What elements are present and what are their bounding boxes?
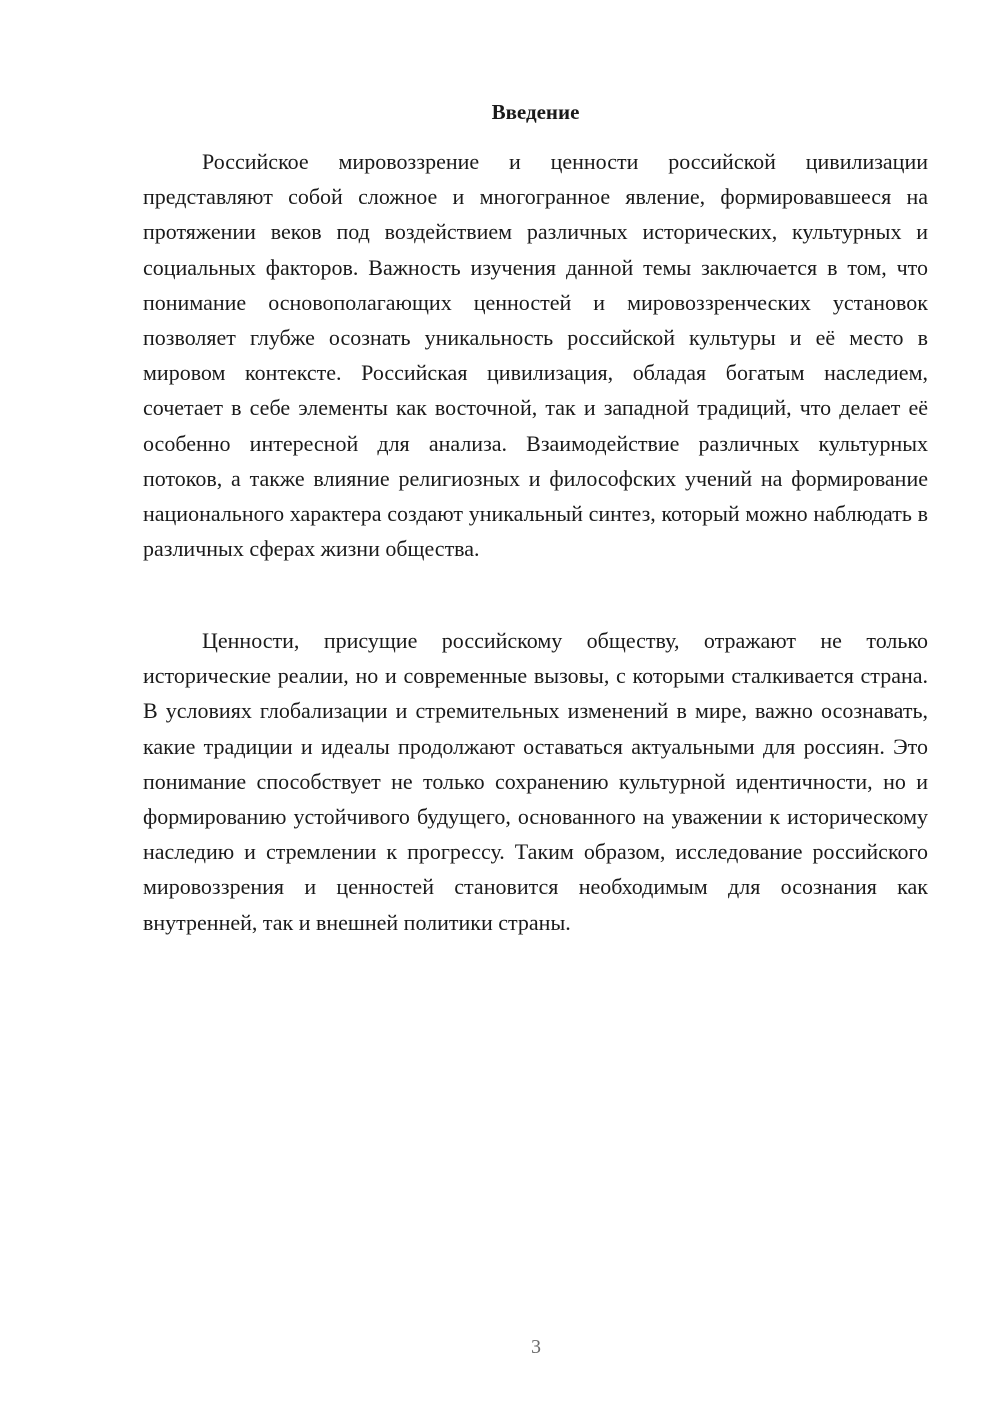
page-title: Введение <box>491 100 580 124</box>
paragraph-2: Ценности, присущие российскому обществу, отражают не только исторические реалии, но и современные вызовы, с которыми сталкивается страна. В условиях глобализации и стремительных изменений в мире, важно осознавать, какие традиции и идеалы продолжают оставаться актуальными для россиян. Это понимание способствует не только сохранению культурной идентичности, но и формированию устойчивого будущего, основанного на уважении к историческому наследию и стремлении к прогрессу. Таким образом, исследование российского мировоззрения и ценностей становится необходимым для осознания как внутренней, так и внешней политики страны. <box>143 628 928 935</box>
paragraph-block <box>143 144 928 566</box>
page-number: 3 <box>531 1336 541 1358</box>
paragraph-1: Российское мировоззрение и ценности российской цивилизации представляют собой сложное и многогранное явление, формировавшееся на протяжении веков под воздействием различных исторических, культурных и социальных факторов. Важность изучения данной темы заключается в том, что понимание основополагающих ценностей и мировоззренческих установок позволяет глубже осознать уникальность российской культуры и её место в мировом контексте. Российская цивилизация, обладая богатым наследием, сочетает в себе элементы как восточной, так и западной традиций, что делает её особенно интересной для анализа. Взаимодействие различных культурных потоков, а также влияние религиозных и философских учений на формирование национального характера создают уникальный синтез, который можно наблюдать в различных сферах жизни общества. <box>143 149 928 562</box>
paragraph-block <box>143 623 928 940</box>
